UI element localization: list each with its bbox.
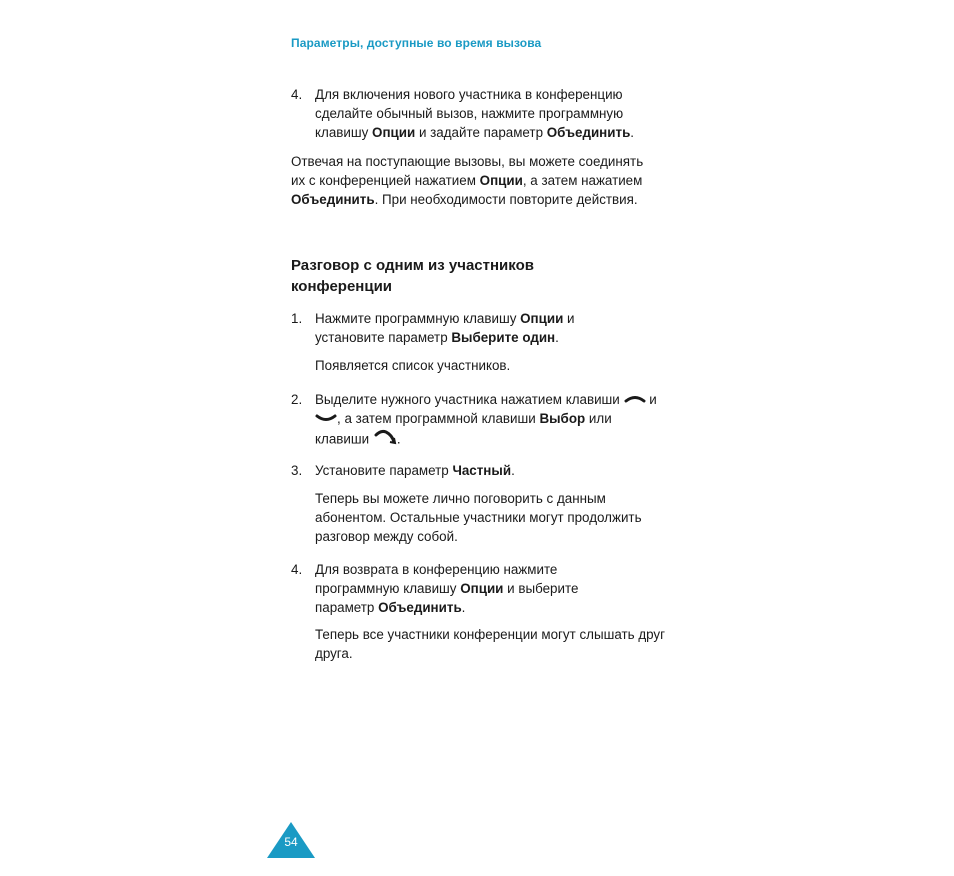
section-title: Разговор с одним из участников конференции: [291, 257, 534, 295]
step-text: Выделите нужного участника нажатием клавиши и , а затем программной клавиши Выбор или клавиши .: [315, 391, 665, 450]
call-key-icon: [373, 429, 397, 451]
step-text: Для включения нового участника в конференцию сделайте обычный вызов, нажмите программную клавишу Опции и задайте параметр Объединить.: [315, 87, 635, 140]
step-text: Для возврата в конференцию нажмите программную клавишу Опции и выберите параметр Объединить.: [315, 562, 579, 615]
step-note: Теперь все участники конференции могут слышать друг друга.: [315, 627, 666, 661]
down-key-icon: [315, 410, 337, 429]
step-text: Установите параметр Частный.: [315, 463, 515, 478]
step-note: Теперь вы можете лично поговорить с данным абонентом. Остальные участники могут продолжить разговор между собой.: [315, 491, 642, 544]
step-number: 4.: [291, 562, 303, 577]
running-header: Параметры, доступные во время вызова: [291, 36, 542, 50]
paragraph: Отвечая на поступающие вызовы, вы можете соединять их с конференцией нажатием Опции, а затем нажатием Объединить. При необходимости повторите действия.: [291, 154, 644, 207]
up-key-icon: [624, 391, 646, 410]
step-note: Появляется список участников.: [315, 358, 511, 373]
step-number: 3.: [291, 463, 303, 478]
step-text: Нажмите программную клавишу Опции и установите параметр Выберите один.: [315, 311, 575, 345]
page-number: 54: [284, 835, 298, 849]
step-number: 1.: [291, 311, 303, 326]
step-number: 4.: [291, 87, 303, 102]
step-number: 2.: [291, 392, 303, 407]
